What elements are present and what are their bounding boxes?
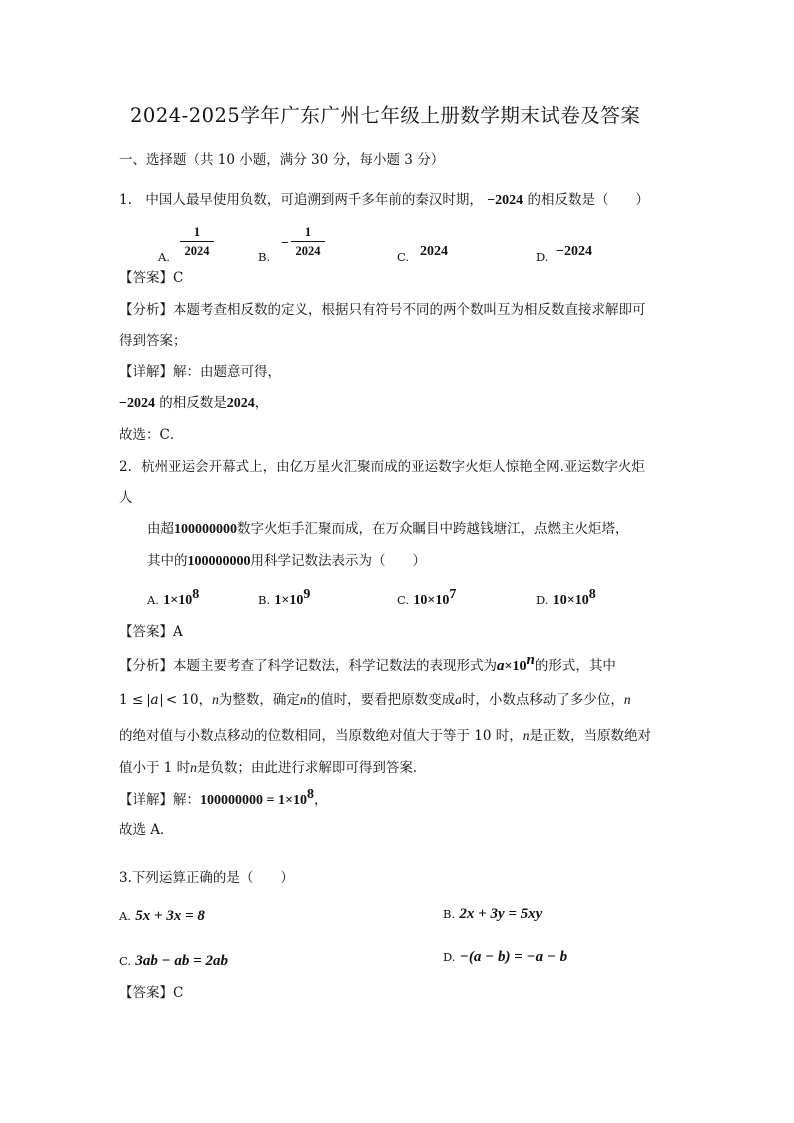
q2-option-b-base: 1×10 xyxy=(274,593,304,608)
q2-an2-n3: n xyxy=(623,692,631,707)
q2-an1-pre: 【分析】本题主要考查了科学记数法，科学记数法的表现形式为 xyxy=(119,658,497,674)
q2-an2-a2: a xyxy=(455,692,462,707)
q1-option-a-label: A. xyxy=(158,250,170,264)
q1-option-c-label: C. xyxy=(397,250,410,264)
q2-analysis-line2 xyxy=(119,690,631,710)
q1-option-d-value: −2024 xyxy=(556,244,592,259)
q1-detail-mid: 的相反数是 xyxy=(159,395,227,411)
q2-an1-post: 的形式，其中 xyxy=(534,658,616,674)
q1-option-d-label: D. xyxy=(536,250,549,264)
q2-an1-n: n xyxy=(526,652,535,668)
q2-an2-a: 1 ≤ xyxy=(119,692,144,708)
q3-option-c-label: C. xyxy=(119,954,132,968)
q2-option-b-label: B. xyxy=(258,593,271,607)
q1-option-a-denominator: 2024 xyxy=(184,244,210,258)
q3-option-d-expr: −(a − b) = −a − b xyxy=(459,949,568,965)
q2-an4-post: 是负数；由此进行求解即可得到答案． xyxy=(196,760,427,776)
q1-detail-value1: −2024 xyxy=(119,396,155,411)
q1-detail-end: ， xyxy=(254,395,269,411)
q2-option-c-base: 10×10 xyxy=(413,593,450,608)
q2-an2-b: < 10 xyxy=(165,692,199,708)
q3-option-c xyxy=(119,951,228,971)
q1-option-b-label: B. xyxy=(258,250,271,264)
q2-detail-exp: 8 xyxy=(306,787,314,802)
q1-option-a-numerator: 1 xyxy=(193,225,201,239)
q2-stem-post: 数字火炬手汇聚而成，在万众瞩目中跨越钱塘江，点燃主火炬塔， xyxy=(237,521,629,537)
q1-analysis-line2: 得到答案； xyxy=(119,333,187,349)
q2-an3-post: 是正数，当原数绝对 xyxy=(529,728,652,744)
q1-option-a-fraction xyxy=(180,225,214,258)
q3-stem: 3.下列运算正确的是（ ） xyxy=(119,870,294,886)
q3-option-a-label: A. xyxy=(119,909,131,923)
q3-answer: 【答案】C xyxy=(119,985,184,1001)
section-header: 一、选择题（共 10 小题，满分 30 分，每小题 3 分） xyxy=(119,152,445,168)
q2-option-b-exp: 9 xyxy=(303,587,311,602)
q2-an3-pre: 的绝对值与小数点移动的位数相同，当原数绝对值大于等于 10 时， xyxy=(119,728,523,744)
q2-option-d-exp: 8 xyxy=(588,587,596,602)
q2-option-d-base: 10×10 xyxy=(552,593,589,608)
q1-answer: 【答案】C xyxy=(119,270,184,286)
q2-option-a-exp: 8 xyxy=(192,587,200,602)
q1-value: −2024 xyxy=(487,193,524,208)
q2-stem-line3 xyxy=(147,519,629,540)
q2-answer: 【答案】A xyxy=(119,624,183,640)
q2-detail-label: 【详解】解： xyxy=(119,792,200,808)
q2-an4-n: n xyxy=(190,760,197,775)
q2-an1-a: a xyxy=(497,658,505,674)
q1-choose: 故选：C． xyxy=(119,427,184,443)
q1-option-b-sign: − xyxy=(281,236,289,251)
q2-option-c-exp: 7 xyxy=(449,587,457,602)
q1-stem xyxy=(119,190,649,211)
q2-option-d xyxy=(536,587,596,611)
q2-option-c xyxy=(397,587,457,611)
q2-analysis-line4 xyxy=(119,758,426,778)
q2-detail xyxy=(119,787,328,811)
q2-analysis-line1 xyxy=(119,652,616,677)
q1-option-b-fraction xyxy=(291,225,325,258)
q3-option-d-label: D. xyxy=(443,950,456,964)
page-title: 2024-2025学年广东广州七年级上册数学期末试卷及答案 xyxy=(130,104,641,127)
q1-stem-text: 1. 中国人最早使用负数，可追溯到两千多年前的秦汉时期， xyxy=(119,192,483,208)
q2-an2-abs: a xyxy=(148,694,162,707)
q1-detail: 【详解】解：由题意可得， xyxy=(119,364,281,380)
q2-option-a-base: 1×10 xyxy=(163,593,193,608)
q1-analysis-line1: 【分析】本题考查相反数的定义，根据只有符号不同的两个数叫互为相反数直接求解即可 xyxy=(119,302,646,318)
q2-an2-c: ， xyxy=(198,692,213,708)
q2-stem4-post: 用科学记数法表示为（ ） xyxy=(250,553,426,569)
q2-an2-n2: n xyxy=(299,692,307,707)
q2-an2-n1: n xyxy=(212,692,219,707)
q2-option-c-label: C. xyxy=(397,593,410,607)
q2-number-2: 100000000 xyxy=(187,554,251,569)
q1-detail-value2: 2024 xyxy=(226,396,255,411)
q2-choose: 故选 A． xyxy=(119,822,174,838)
q3-option-b-expr: 2x + 3y = 5xy xyxy=(459,906,543,922)
q1-option-b-denominator: 2024 xyxy=(295,244,321,258)
q3-option-d xyxy=(443,947,567,967)
q3-option-c-expr: 3ab − ab = 2ab xyxy=(135,953,228,969)
q2-analysis-line3 xyxy=(119,726,651,746)
q3-option-b-label: B. xyxy=(443,907,456,921)
q3-option-a xyxy=(119,906,205,926)
q2-an3-n: n xyxy=(522,728,530,743)
q2-stem-line2: 人 xyxy=(119,490,133,506)
q2-stem-pre: 由超 xyxy=(147,521,174,537)
q2-an1-times: ×10 xyxy=(504,659,527,674)
q1-option-c-value: 2024 xyxy=(420,244,448,259)
q2-number: 100000000 xyxy=(174,522,237,537)
q2-an4-pre: 值小于 1 时 xyxy=(119,760,191,776)
q2-stem-line1: 2．杭州亚运会开幕式上，由亿万星火汇聚而成的亚运数字火炬人惊艳全网.亚运数字火炬 xyxy=(119,459,645,475)
q1-detail-line xyxy=(119,393,268,414)
q2-an2-f: 时，小数点移动了多少位， xyxy=(461,692,624,708)
q1-stem-tail: 的相反数是（ ） xyxy=(527,192,649,208)
q2-detail-eq: 100000000 = 1×10 xyxy=(200,793,307,808)
q3-option-a-expr: 5x + 3x = 8 xyxy=(135,908,205,924)
q2-option-d-label: D. xyxy=(536,593,549,607)
q2-stem4-pre: 其中的 xyxy=(147,553,188,569)
q2-option-a-label: A. xyxy=(147,593,159,607)
q2-option-b xyxy=(258,587,311,611)
q2-an2-d: 为整数，确定 xyxy=(218,692,300,708)
q1-option-b-numerator: 1 xyxy=(304,225,312,239)
q2-an2-e: 的值时，要看把原数变成 xyxy=(306,692,456,708)
q2-stem-line4 xyxy=(147,551,426,572)
q2-detail-end: ， xyxy=(313,792,328,808)
q3-option-b xyxy=(443,904,542,924)
q2-option-a xyxy=(147,587,200,611)
